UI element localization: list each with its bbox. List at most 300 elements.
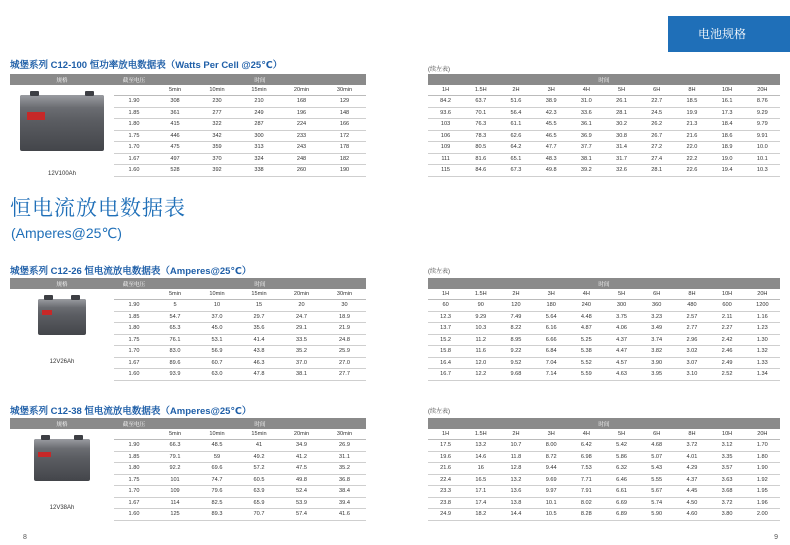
table-cell: 60.5	[238, 474, 280, 486]
table-cell: 90	[463, 300, 498, 312]
table-cell: 3.72	[674, 440, 709, 452]
table-subheader-row	[428, 289, 780, 300]
table-cell: 33.6	[569, 107, 604, 119]
table-cell: 25.9	[323, 346, 366, 358]
subheader-10min: 10min	[196, 85, 238, 96]
battery-model-caption: 12V26Ah	[49, 359, 75, 365]
table-cell: 4.63	[604, 369, 639, 381]
table-row	[428, 107, 780, 119]
table-cell: 14.6	[463, 451, 498, 463]
header-cutoff-voltage: 截至电压	[114, 418, 154, 429]
header-time: 时间	[154, 74, 366, 85]
subheader-5H: 5H	[604, 85, 639, 96]
table-cell: 342	[196, 130, 238, 142]
cutoff-voltage-cell: 1.70	[114, 486, 154, 498]
table-cell: 16.5	[463, 474, 498, 486]
table-cell: 43.8	[238, 346, 280, 358]
subheader-20H: 20H	[745, 85, 780, 96]
c12-38-table-left	[10, 418, 366, 521]
subheader-6H: 6H	[639, 85, 674, 96]
header-time: 时间	[428, 418, 780, 429]
table-cell: 21.9	[323, 323, 366, 335]
subheader-blank	[114, 85, 154, 96]
table-cell: 3.68	[710, 486, 745, 498]
table-cell: 190	[323, 165, 366, 177]
table-cell: 56.9	[196, 346, 238, 358]
continued-label: (续左表)	[428, 269, 450, 275]
table-cell: 4.87	[569, 323, 604, 335]
table-cell: 27.0	[323, 357, 366, 369]
subheader-15min: 15min	[238, 289, 280, 300]
table-cell: 89.6	[154, 357, 196, 369]
table-cell: 81.6	[463, 153, 498, 165]
table-cell: 5.07	[639, 451, 674, 463]
table-cell: 93.9	[154, 369, 196, 381]
table-cell: 168	[280, 96, 323, 108]
table-cell: 9.91	[745, 130, 780, 142]
table-cell: 26.1	[604, 96, 639, 108]
battery-lid	[38, 299, 86, 307]
table-cell: 76.1	[154, 334, 196, 346]
table-row	[428, 497, 780, 509]
table-cell: 115	[428, 165, 463, 177]
table-cell: 17.4	[463, 497, 498, 509]
table-cell: 35.2	[280, 346, 323, 358]
table-cell: 41.4	[238, 334, 280, 346]
table-cell: 22.0	[674, 142, 709, 154]
table-cell: 79.6	[196, 486, 238, 498]
table-subheader-row	[428, 85, 780, 96]
table-cell: 48.3	[534, 153, 569, 165]
battery-lid	[34, 439, 90, 448]
table-cell: 370	[196, 153, 238, 165]
table-cell: 3.12	[710, 440, 745, 452]
table-cell: 19.0	[710, 153, 745, 165]
table-cell: 3.49	[639, 323, 674, 335]
table-cell: 313	[238, 142, 280, 154]
battery-image	[34, 439, 90, 481]
table-cell: 64.2	[498, 142, 533, 154]
cutoff-voltage-cell: 1.75	[114, 130, 154, 142]
table-cell: 32.6	[604, 165, 639, 177]
table-cell: 287	[238, 119, 280, 131]
table-cell: 70.1	[463, 107, 498, 119]
cutoff-voltage-cell: 1.75	[114, 334, 154, 346]
subheader-10H: 10H	[710, 85, 745, 96]
table-cell: 24.5	[639, 107, 674, 119]
table-subheader-row	[10, 429, 366, 440]
subheader-20min: 20min	[280, 289, 323, 300]
table-cell: 480	[674, 300, 709, 312]
table-cell: 3.74	[639, 334, 674, 346]
c12-100-table-left	[10, 74, 366, 177]
page-number-right: 9	[774, 534, 778, 541]
table-cell: 26.2	[639, 119, 674, 131]
table-cell: 38.9	[534, 96, 569, 108]
battery-terminal	[71, 295, 80, 300]
table-cell: 4.50	[674, 497, 709, 509]
table-cell: 338	[238, 165, 280, 177]
subheader-6H: 6H	[639, 289, 674, 300]
table-cell: 2.11	[710, 311, 745, 323]
table-cell: 13.8	[498, 497, 533, 509]
header-model: 规格	[10, 74, 114, 85]
table-header-row	[428, 278, 780, 289]
table-cell: 21.6	[674, 130, 709, 142]
table-cell: 5.90	[639, 509, 674, 521]
table-cell: 3.23	[639, 311, 674, 323]
table-header-row	[10, 278, 366, 289]
table-cell: 16.4	[428, 357, 463, 369]
subheader-20min: 20min	[280, 429, 323, 440]
subheader-20min: 20min	[280, 85, 323, 96]
table-cell: 63.0	[196, 369, 238, 381]
cutoff-voltage-cell: 1.60	[114, 165, 154, 177]
table-cell: 18.4	[710, 119, 745, 131]
table-cell: 24.8	[323, 334, 366, 346]
table-cell: 2.49	[710, 357, 745, 369]
table-cell: 10.1	[534, 497, 569, 509]
table-cell: 8.95	[498, 334, 533, 346]
table-cell: 31.4	[604, 142, 639, 154]
cutoff-voltage-cell: 1.90	[114, 96, 154, 108]
table-cell: 36.9	[569, 130, 604, 142]
table-row	[428, 451, 780, 463]
subheader-10min: 10min	[196, 429, 238, 440]
table-cell: 248	[280, 153, 323, 165]
subheader-5min: 5min	[154, 85, 196, 96]
table-cell: 4.29	[674, 463, 709, 475]
table-cell: 4.06	[604, 323, 639, 335]
continued-label: (续左表)	[428, 409, 450, 415]
subheader-15min: 15min	[238, 429, 280, 440]
table-cell: 36.8	[323, 474, 366, 486]
table-cell: 15	[238, 300, 280, 312]
table-cell: 1.16	[745, 311, 780, 323]
table-cell: 10.0	[745, 142, 780, 154]
table-cell: 18.5	[674, 96, 709, 108]
battery-image-cell	[10, 429, 114, 520]
table-cell: 42.3	[534, 107, 569, 119]
subheader-20H: 20H	[745, 289, 780, 300]
battery-terminal	[41, 435, 50, 440]
table-cell: 5.38	[569, 346, 604, 358]
table-cell: 1.23	[745, 323, 780, 335]
table-cell: 3.75	[604, 311, 639, 323]
table-cell: 19.6	[428, 451, 463, 463]
table-cell: 31.1	[323, 451, 366, 463]
table-cell: 79.1	[154, 451, 196, 463]
section-badge: 电池规格	[668, 16, 790, 52]
table-cell: 4.47	[604, 346, 639, 358]
table-cell: 57.2	[238, 463, 280, 475]
table-cell: 125	[154, 509, 196, 521]
table-cell: 37.7	[569, 142, 604, 154]
table-cell: 31.7	[604, 153, 639, 165]
table-cell: 22.2	[674, 153, 709, 165]
table-cell: 4.68	[639, 440, 674, 452]
subheader-blank	[114, 429, 154, 440]
table-cell: 5.42	[604, 440, 639, 452]
table-cell: 5.25	[569, 334, 604, 346]
table-cell: 109	[428, 142, 463, 154]
table-cell: 9.29	[745, 107, 780, 119]
table-cell: 6.84	[534, 346, 569, 358]
table-cell: 18.9	[323, 311, 366, 323]
table-cell: 6.46	[604, 474, 639, 486]
table-cell: 4.01	[674, 451, 709, 463]
table-cell: 24.7	[280, 311, 323, 323]
table-cell: 16.7	[428, 369, 463, 381]
cutoff-voltage-cell: 1.70	[114, 346, 154, 358]
subheader-blank	[114, 289, 154, 300]
table-cell: 16	[463, 463, 498, 475]
table-cell: 63.9	[238, 486, 280, 498]
table-cell: 10.5	[534, 509, 569, 521]
cutoff-voltage-cell: 1.80	[114, 323, 154, 335]
table-cell: 5.74	[639, 497, 674, 509]
table-cell: 22.4	[428, 474, 463, 486]
cutoff-voltage-cell: 1.90	[114, 440, 154, 452]
table-cell: 7.53	[569, 463, 604, 475]
table-cell: 65.1	[498, 153, 533, 165]
table-cell: 8.72	[534, 451, 569, 463]
table-cell: 249	[238, 107, 280, 119]
table-row	[428, 165, 780, 177]
subheader-8H: 8H	[674, 289, 709, 300]
table-cell: 2.96	[674, 334, 709, 346]
table-cell: 61.1	[498, 119, 533, 131]
table-cell: 360	[639, 300, 674, 312]
table-cell: 33.5	[280, 334, 323, 346]
table-cell: 62.6	[498, 130, 533, 142]
table-cell: 49.2	[238, 451, 280, 463]
subheader-10min: 10min	[196, 289, 238, 300]
table-cell: 446	[154, 130, 196, 142]
table-cell: 84.2	[428, 96, 463, 108]
table-cell: 37.0	[280, 357, 323, 369]
table-cell: 45.5	[534, 119, 569, 131]
table-cell: 49.8	[534, 165, 569, 177]
table-cell: 392	[196, 165, 238, 177]
table-cell: 600	[710, 300, 745, 312]
table-cell: 106	[428, 130, 463, 142]
table-cell: 4.60	[674, 509, 709, 521]
subheader-30min: 30min	[323, 85, 366, 96]
table-cell: 53.9	[280, 497, 323, 509]
table-cell: 27.7	[323, 369, 366, 381]
table-cell: 1.34	[745, 369, 780, 381]
subheader-3H: 3H	[534, 85, 569, 96]
table-cell: 322	[196, 119, 238, 131]
cutoff-voltage-cell: 1.67	[114, 497, 154, 509]
table-cell: 28.1	[639, 165, 674, 177]
table-cell: 41	[238, 440, 280, 452]
table-cell: 18.6	[710, 130, 745, 142]
table-cell: 41.6	[323, 509, 366, 521]
table-cell: 26.9	[323, 440, 366, 452]
table-cell: 3.10	[674, 369, 709, 381]
table-row	[428, 153, 780, 165]
table-cell: 3.35	[710, 451, 745, 463]
table-cell: 46.3	[238, 357, 280, 369]
table-header-row	[428, 418, 780, 429]
battery-terminal	[74, 435, 83, 440]
table-cell: 172	[323, 130, 366, 142]
table-cell: 17.5	[428, 440, 463, 452]
table-cell: 148	[323, 107, 366, 119]
table-cell: 13.7	[428, 323, 463, 335]
table-cell: 3.57	[710, 463, 745, 475]
header-cutoff-voltage: 截至电压	[114, 74, 154, 85]
table-cell: 7.71	[569, 474, 604, 486]
continued-label: (续左表)	[428, 67, 450, 73]
subheader-30min: 30min	[323, 289, 366, 300]
table-cell: 2.42	[710, 334, 745, 346]
table-cell: 84.6	[463, 165, 498, 177]
table-cell: 8.02	[569, 497, 604, 509]
subheader-4H: 4H	[569, 85, 604, 96]
subheader-2H: 2H	[498, 289, 533, 300]
table-cell: 69.6	[196, 463, 238, 475]
table-cell: 10.3	[745, 165, 780, 177]
table-cell: 18.9	[710, 142, 745, 154]
table-cell: 6.32	[604, 463, 639, 475]
table-cell: 30	[323, 300, 366, 312]
table-cell: 47.8	[238, 369, 280, 381]
table-cell: 9.52	[498, 357, 533, 369]
table-cell: 38.4	[323, 486, 366, 498]
subheader-20H: 20H	[745, 429, 780, 440]
table-cell: 2.27	[710, 323, 745, 335]
table-row	[428, 463, 780, 475]
table-cell: 103	[428, 119, 463, 131]
table-cell: 60.7	[196, 357, 238, 369]
table-cell: 38.1	[569, 153, 604, 165]
table-row	[428, 357, 780, 369]
subheader-1H: 1H	[428, 429, 463, 440]
subheader-8H: 8H	[674, 85, 709, 96]
table-cell: 22.7	[639, 96, 674, 108]
table-cell: 3.02	[674, 346, 709, 358]
table-cell: 9.29	[463, 311, 498, 323]
table-cell: 13.2	[498, 474, 533, 486]
table-cell: 31.0	[569, 96, 604, 108]
table-cell: 1.32	[745, 346, 780, 358]
table-cell: 59	[196, 451, 238, 463]
table-cell: 47.7	[534, 142, 569, 154]
table-cell: 34.9	[280, 440, 323, 452]
table-cell: 109	[154, 486, 196, 498]
table-cell: 10.7	[498, 440, 533, 452]
table-cell: 30.8	[604, 130, 639, 142]
table-cell: 5.86	[604, 451, 639, 463]
cutoff-voltage-cell: 1.90	[114, 300, 154, 312]
subheader-1H: 1H	[428, 85, 463, 96]
table-cell: 2.77	[674, 323, 709, 335]
table-cell: 28.1	[604, 107, 639, 119]
c12-38-table-right	[428, 418, 780, 521]
table-cell: 233	[280, 130, 323, 142]
subheader-3H: 3H	[534, 289, 569, 300]
table-cell: 12.3	[428, 311, 463, 323]
table-cell: 92.2	[154, 463, 196, 475]
table-cell: 3.07	[674, 357, 709, 369]
table-cell: 224	[280, 119, 323, 131]
table-cell: 11.2	[463, 334, 498, 346]
table-cell: 24.9	[428, 509, 463, 521]
table-cell: 230	[196, 96, 238, 108]
table-cell: 21.3	[674, 119, 709, 131]
table-cell: 60	[428, 300, 463, 312]
table-cell: 359	[196, 142, 238, 154]
table-cell: 39.4	[323, 497, 366, 509]
table-cell: 11.8	[498, 451, 533, 463]
table-cell: 3.82	[639, 346, 674, 358]
main-subtitle: (Amperes@25℃)	[11, 225, 122, 241]
subheader-4H: 4H	[569, 429, 604, 440]
table-cell: 23.8	[428, 497, 463, 509]
table-cell: 361	[154, 107, 196, 119]
table-cell: 14.4	[498, 509, 533, 521]
battery-brand-label	[42, 310, 53, 315]
subheader-1H: 1H	[428, 289, 463, 300]
table-cell: 4.37	[604, 334, 639, 346]
table-cell: 415	[154, 119, 196, 131]
c12-26-table-left	[10, 278, 366, 381]
table-cell: 300	[604, 300, 639, 312]
table-row	[428, 323, 780, 335]
table-cell: 497	[154, 153, 196, 165]
subheader-8H: 8H	[674, 429, 709, 440]
cutoff-voltage-cell: 1.60	[114, 509, 154, 521]
subheader-5min: 5min	[154, 289, 196, 300]
table-cell: 70.7	[238, 509, 280, 521]
table-cell: 3.90	[639, 357, 674, 369]
subheader-5H: 5H	[604, 429, 639, 440]
header-cutoff-voltage: 截至电压	[114, 278, 154, 289]
subheader-2H: 2H	[498, 429, 533, 440]
cutoff-voltage-cell: 1.67	[114, 153, 154, 165]
table-cell: 15.2	[428, 334, 463, 346]
table-cell: 15.8	[428, 346, 463, 358]
subheader-10H: 10H	[710, 289, 745, 300]
table-cell: 178	[323, 142, 366, 154]
table-cell: 93.6	[428, 107, 463, 119]
battery-lid	[20, 95, 104, 107]
table-cell: 29.7	[238, 311, 280, 323]
table-cell: 7.04	[534, 357, 569, 369]
table-cell: 10.1	[745, 153, 780, 165]
table-cell: 38.1	[280, 369, 323, 381]
table-cell: 5.52	[569, 357, 604, 369]
table-cell: 12.2	[463, 369, 498, 381]
table-cell: 13.6	[498, 486, 533, 498]
table-cell: 66.3	[154, 440, 196, 452]
table-cell: 196	[280, 107, 323, 119]
table-cell: 1.70	[745, 440, 780, 452]
subheader-30min: 30min	[323, 429, 366, 440]
table-cell: 260	[280, 165, 323, 177]
table-cell: 21.6	[428, 463, 463, 475]
section-title-c12-26: 城堡系列 C12-26 恒电流放电数据表（Amperes@25℃）	[10, 266, 252, 277]
table-cell: 2.00	[745, 509, 780, 521]
cutoff-voltage-cell: 1.85	[114, 451, 154, 463]
table-cell: 5.55	[639, 474, 674, 486]
table-row	[428, 440, 780, 452]
table-cell: 16.1	[710, 96, 745, 108]
table-cell: 6.98	[569, 451, 604, 463]
